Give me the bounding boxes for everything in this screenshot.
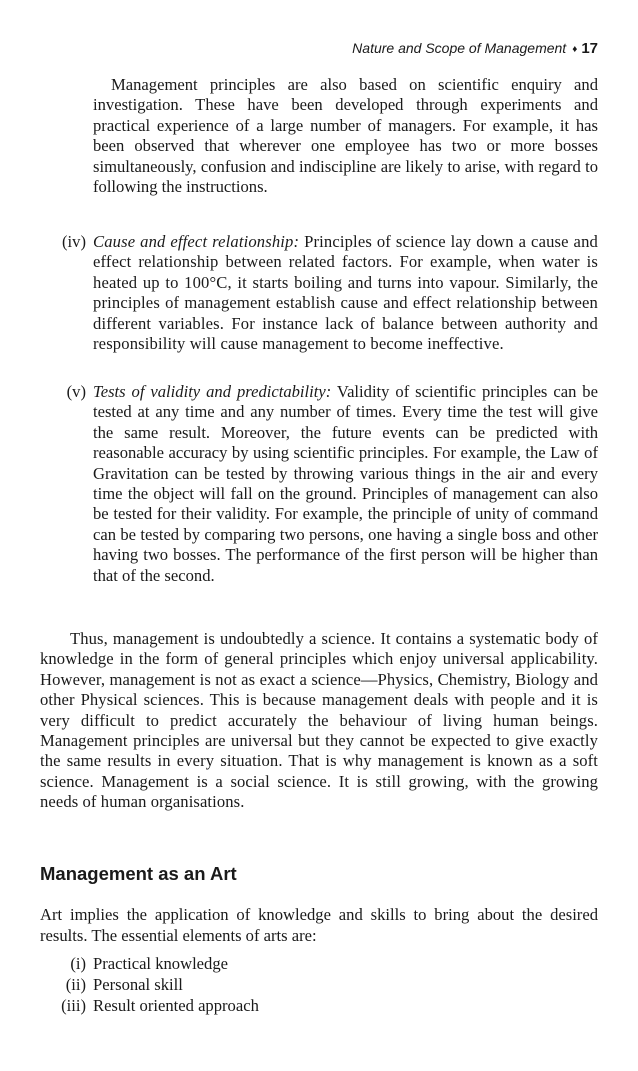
diamond-separator-icon: ♦ [572, 44, 578, 55]
list-item-text: Practical knowledge [93, 954, 229, 973]
page-number: 17 [581, 40, 598, 57]
section-paragraph: Art implies the application of knowledge and skills to bring about the desired results. The essential elements of arts are: [40, 905, 598, 945]
section-heading: Management as an Art [40, 863, 237, 884]
list-item-body [93, 382, 598, 586]
list-item-term: Cause and effect relationship: [93, 232, 300, 251]
list-number: (i) [70, 954, 86, 973]
conclusion-paragraph: Thus, management is undoubtedly a science. It contains a systematic body of knowledge in the form of general principles which enjoy universal applicability. However, management is not as exact a science—Physics, Chemistry, Biology and other Physical sciences. This is because management deals with people and it is very difficult to predict accurately the behaviour of living human beings. Management principles are universal but they cannot be expected to give exactly the same results in every situation. That is why management is known as a soft science. Management is a social science. It is still growing, with the growing needs of human organisations. [40, 629, 598, 812]
running-title: Nature and Scope of Management [352, 40, 567, 56]
list-item-text: Validity of scientific principles can be tested at any time and any number of times. Every time the test will give the same result. Moreover, the future events can be predicted with reasonable accuracy by using scientific principles. For example, the Law of Gravitation can be tested by throwing various things in the air and every time the object will fall on the ground. Principles of management can also be tested for their validity. For example, the principle of unity of command can be tested by comparing two persons, one having a single boss and other having two bosses. The performance of the first person will be higher than that of the second. [93, 382, 598, 585]
list-number: (iv) [62, 232, 86, 251]
list-item-text: Result oriented approach [93, 996, 259, 1015]
list-item-text: Principles of science lay down a cause and effect relationship between related factors. For example, when water is heated up to 100°C, it starts boiling and turns into vapour. Similarly, the principles of management establish cause and effect relationship between different variables. For instance lack of balance between authority and responsibility will cause management to become ineffective. [93, 232, 598, 354]
running-header [40, 38, 598, 58]
list-number: (ii) [65, 975, 86, 994]
list-item-text: Personal skill [93, 975, 183, 994]
list-item-term: Tests of validity and predictability: [93, 382, 332, 401]
list-item [30, 954, 590, 975]
list-item [30, 975, 590, 996]
list-item [30, 996, 590, 1017]
list-number: (v) [66, 382, 86, 401]
list-number: (iii) [61, 996, 86, 1015]
intro-paragraph: Management principles are also based on scientific enquiry and investigation. These have been developed through experiments and practical experience of a large number of managers. For example, it has been observed that wherever one employee has two or more bosses simultaneously, confusion and indiscipline are likely to arise, with regard to following the instructions. [93, 75, 598, 197]
list-item-body [93, 232, 598, 354]
